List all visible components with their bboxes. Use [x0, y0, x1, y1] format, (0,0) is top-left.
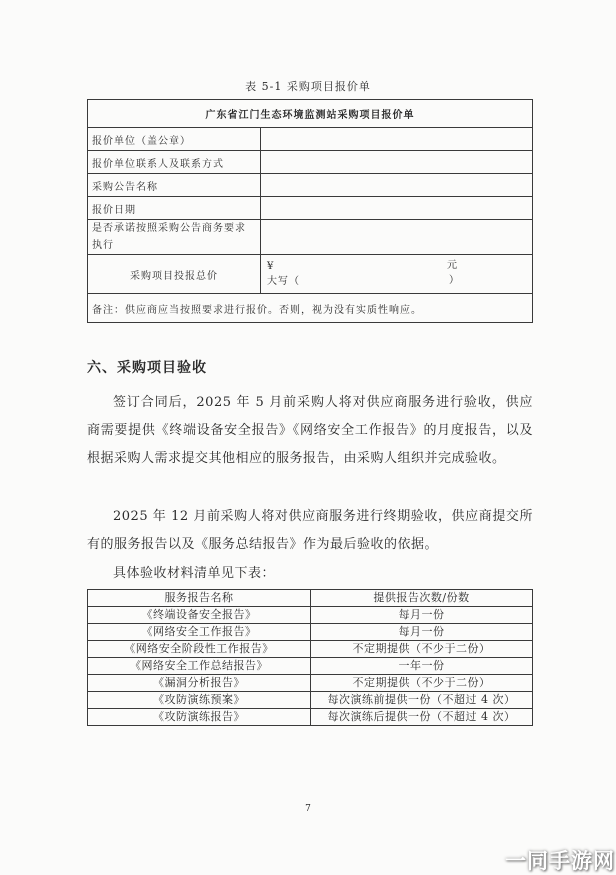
quote-row-label: 报价单位（盖公章） [88, 128, 261, 151]
uppercase-amount-label: 大写（ [267, 276, 300, 287]
table-header-cell: 服务报告名称 [88, 590, 311, 607]
quote-table [87, 99, 533, 323]
report-name-cell: 《终端设备安全报告》 [88, 607, 311, 624]
paragraph: 签订合同后，2025 年 5 月前采购人将对供应商服务进行验收，供应商需要提供《终端设备安全报告》《网络安全工作报告》的月度报告，以及根据采购人需求提交其他相应的服务报告，由采购人组织并完成验收。 [87, 395, 533, 466]
table-row [88, 658, 533, 675]
quote-row-label: 采购公告名称 [88, 174, 261, 197]
report-name-cell: 《网络安全工作报告》 [88, 624, 311, 641]
quote-row-label: 报价单位联系人及联系方式 [88, 151, 261, 174]
page-number: 7 [305, 804, 311, 814]
report-name-cell: 《攻防演练预案》 [88, 692, 311, 709]
watermark-logo: 一同手游网 [505, 849, 615, 873]
quote-table-title: 广东省江门生态环境监测站采购项目报价单 [88, 100, 533, 128]
report-name-cell: 《攻防演练报告》 [88, 709, 311, 726]
total-price-field[interactable] [261, 255, 533, 294]
report-count-cell: 不定期提供（不少于二份） [311, 641, 533, 658]
table-header-row [88, 590, 533, 607]
table-row [88, 692, 533, 709]
table-row [88, 624, 533, 641]
quote-row-label: 是否承诺按照采购公告商务要求执行 [88, 220, 261, 255]
paragraph: 具体验收材料清单见下表： [113, 566, 276, 581]
currency-unit: 元 [447, 260, 458, 271]
table-row [88, 709, 533, 726]
quote-table-note: 备注：供应商应当按照要求进行报价。否则，视为没有实质性响应。 [88, 294, 533, 323]
report-count-cell: 每月一份 [311, 607, 533, 624]
table-row [88, 675, 533, 692]
materials-table [87, 589, 533, 726]
quote-row-value[interactable] [261, 151, 533, 174]
report-name-cell: 《网络安全工作总结报告》 [88, 658, 311, 675]
quote-row-value[interactable] [261, 128, 533, 151]
quote-row-label: 报价日期 [88, 197, 261, 220]
report-name-cell: 《漏洞分析报告》 [88, 675, 311, 692]
uppercase-amount-close: ） [449, 275, 460, 286]
currency-symbol: ¥ [267, 261, 275, 272]
report-count-cell: 每次演练前提供一份（不超过 4 次） [311, 692, 533, 709]
table-header-cell: 提供报告次数/份数 [311, 590, 533, 607]
total-price-label: 采购项目投报总价 [88, 255, 261, 294]
report-count-cell: 不定期提供（不少于二份） [311, 675, 533, 692]
quote-row-value[interactable] [261, 220, 533, 255]
table-row [88, 607, 533, 624]
report-count-cell: 每次演练后提供一份（不超过 4 次） [311, 709, 533, 726]
table-row [88, 641, 533, 658]
section-heading: 六、采购项目验收 [87, 360, 207, 376]
report-count-cell: 一年一份 [311, 658, 533, 675]
table-caption: 表 5-1 采购项目报价单 [245, 80, 371, 93]
report-name-cell: 《网络安全阶段性工作报告》 [88, 641, 311, 658]
quote-row-value[interactable] [261, 197, 533, 220]
quote-row-value[interactable] [261, 174, 533, 197]
report-count-cell: 每月一份 [311, 624, 533, 641]
paragraph: 2025 年 12 月前采购人将对供应商服务进行终期验收，供应商提交所有的服务报告以及《服务总结报告》作为最后验收的依据。 [87, 509, 533, 552]
